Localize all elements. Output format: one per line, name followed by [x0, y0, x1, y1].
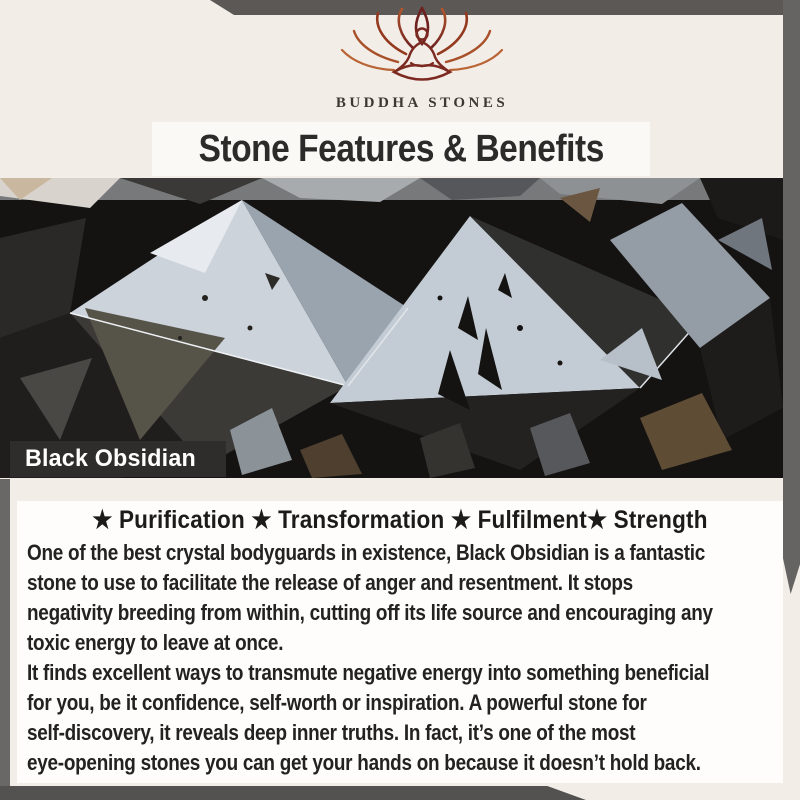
stone-name-label	[10, 441, 226, 477]
benefits-panel	[17, 501, 783, 783]
obsidian-photo	[0, 178, 783, 478]
text-line: One of the best crystal bodyguards in existence, Black Obsidian is a fantastic	[27, 540, 706, 565]
frame-bottom-band	[0, 786, 586, 800]
description-text	[17, 538, 783, 778]
stone-name: Black Obsidian	[25, 445, 196, 472]
feature-keywords-row	[17, 501, 783, 538]
obsidian-crystals-image	[0, 178, 783, 478]
section-title: Stone Features & Benefits	[198, 127, 604, 170]
brand-logo	[312, 6, 532, 112]
brand-name: BUDDHA STONES	[335, 95, 509, 111]
text-line: stone to use to facilitate the release of anger and resentment. It stops	[27, 570, 633, 595]
text-line: It finds excellent ways to transmute negative energy into something beneficial	[27, 660, 710, 685]
text-line: eye-opening stones you can get your hands on because it doesn’t hold back.	[27, 750, 701, 775]
section-title-box	[152, 122, 650, 176]
paragraph-1	[27, 538, 783, 658]
frame-left-stripe	[0, 479, 10, 800]
text-line: negativity breeding from within, cutting off its life source and encouraging any	[27, 600, 713, 625]
frame-right-stripe	[783, 0, 800, 594]
paragraph-2	[27, 658, 783, 778]
feature-keywords: ★ Purification ★ Transformation ★ Fulfilment★ Strength	[92, 505, 708, 534]
text-line: self-discovery, it reveals deep inner truths. In fact, it’s one of the most	[27, 720, 636, 745]
lotus-meditation-icon	[312, 6, 532, 88]
text-line: for you, be it confidence, self-worth or inspiration. A powerful stone for	[27, 690, 647, 715]
text-line: toxic energy to leave at once.	[27, 630, 284, 655]
